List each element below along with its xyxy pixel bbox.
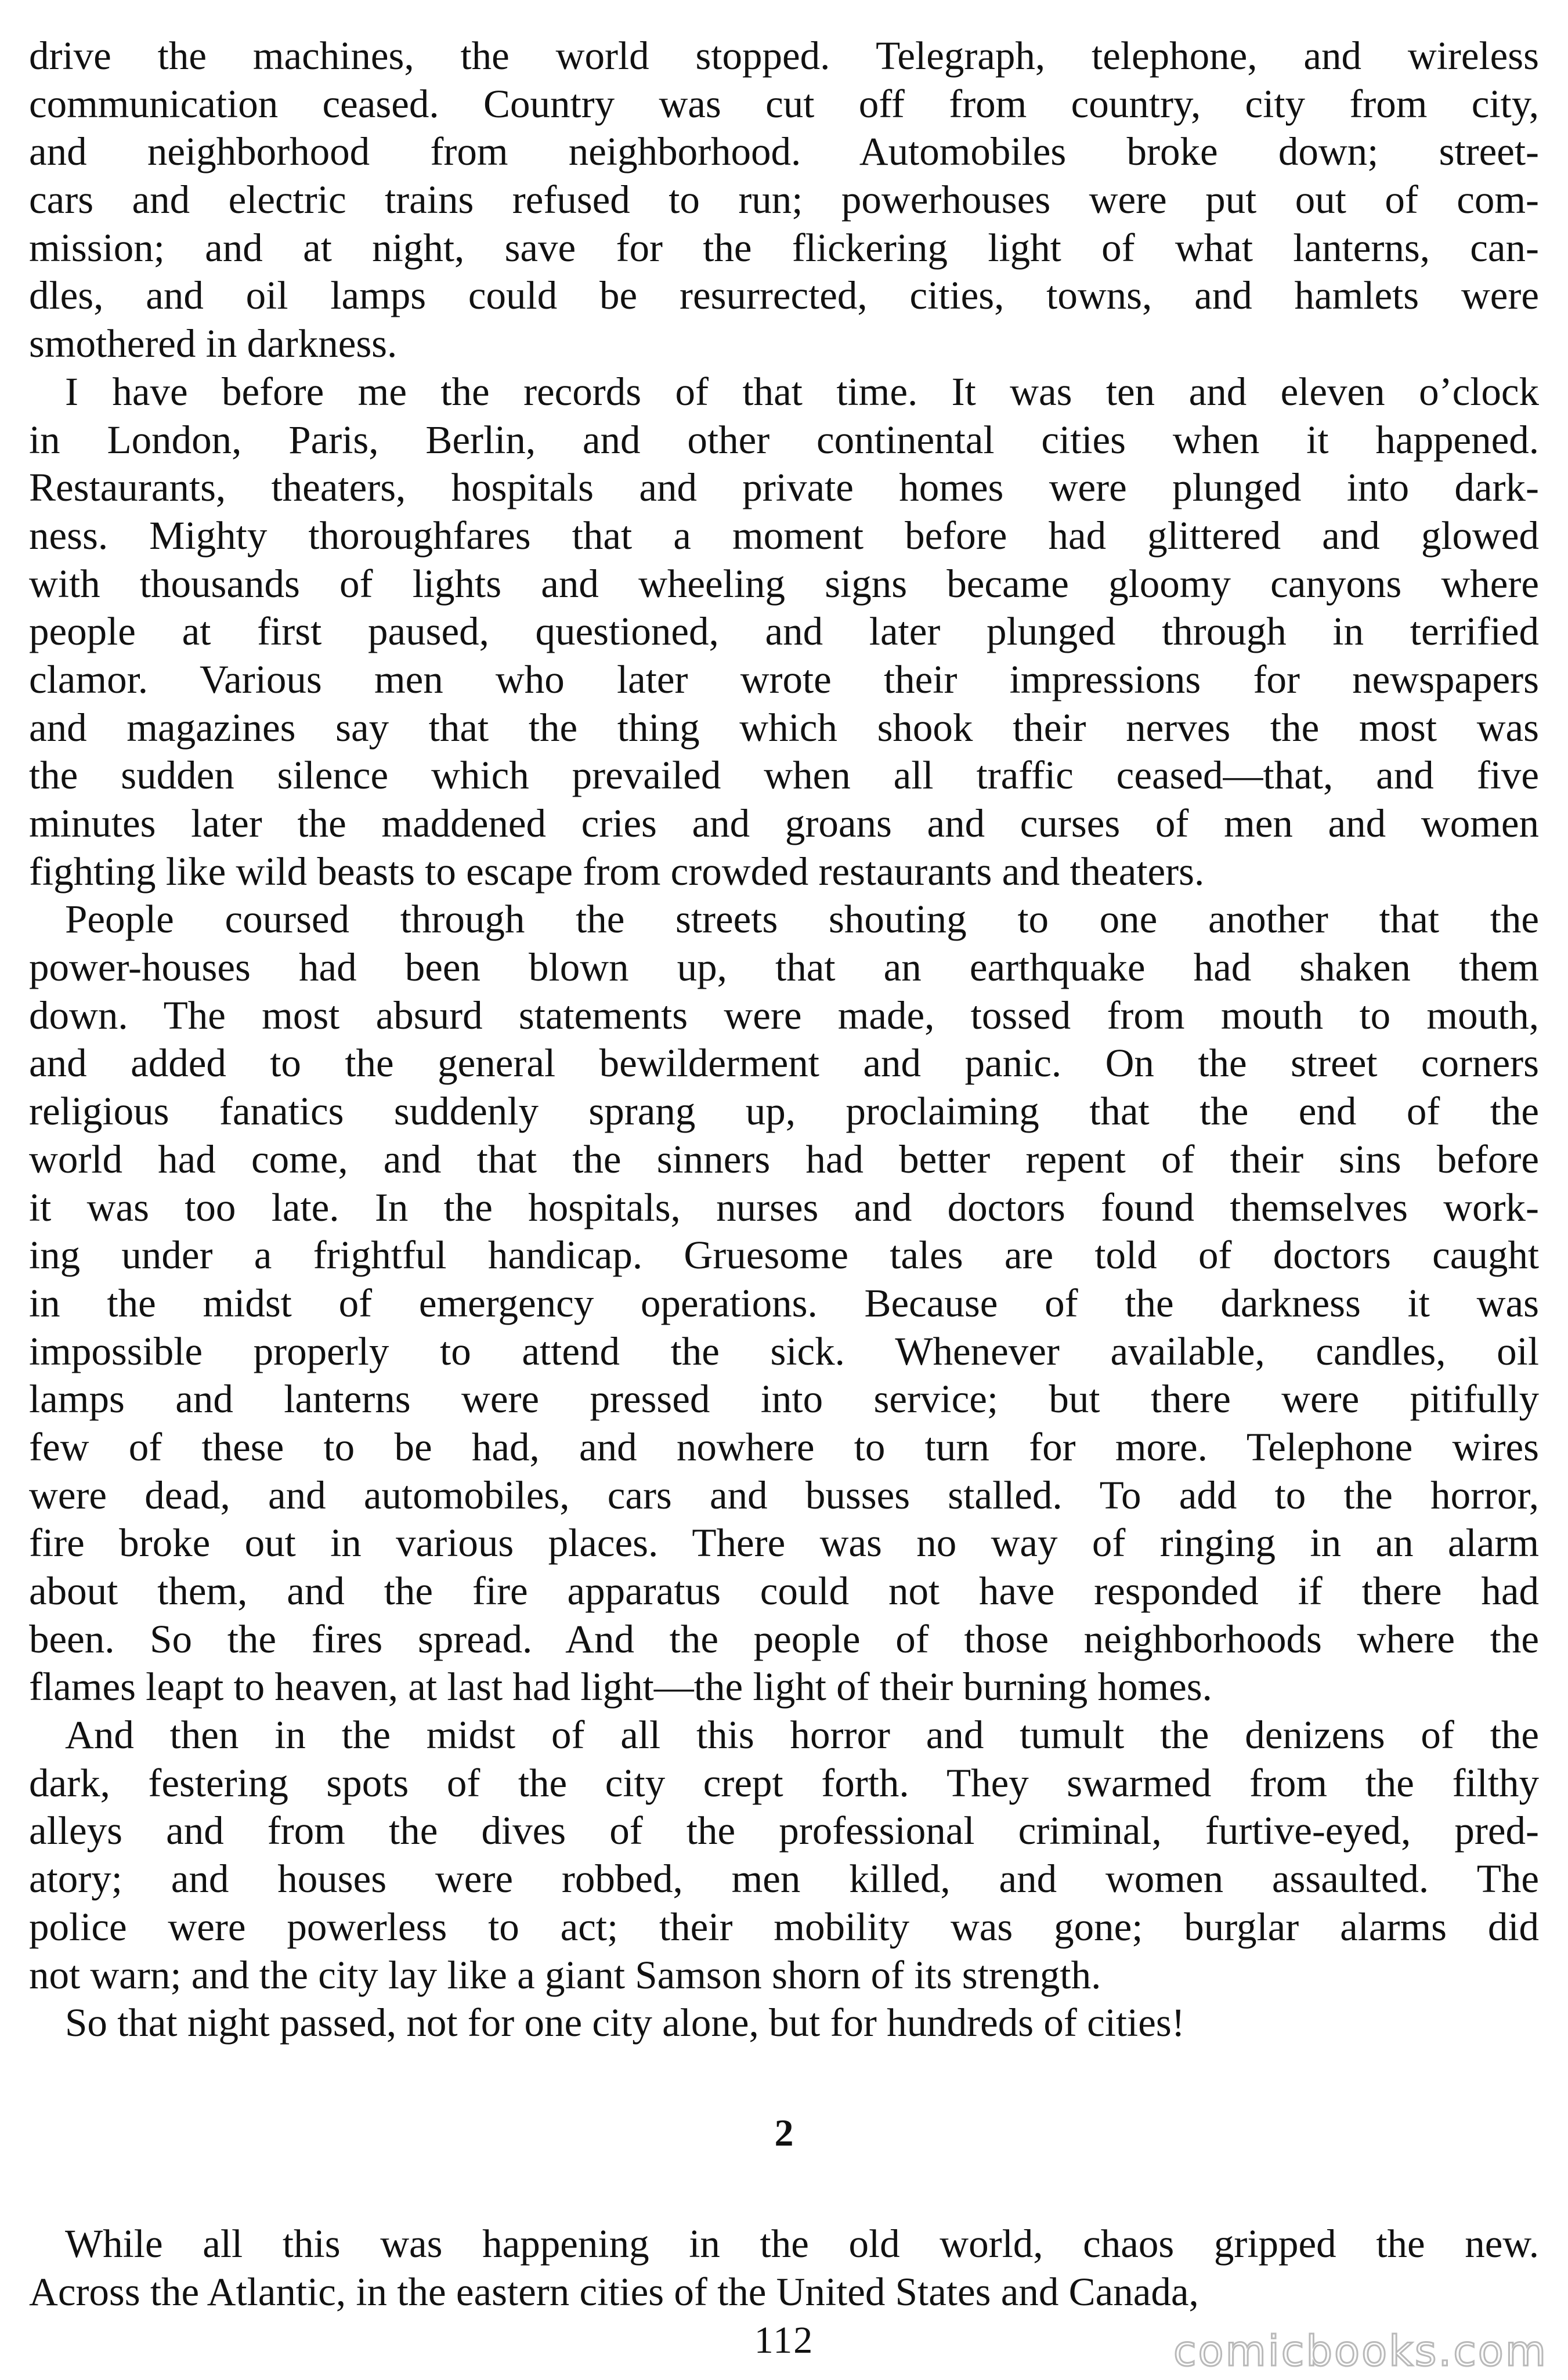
text-line: were dead, and automobiles, cars and busses stalled. To add to the horror, <box>29 1473 1539 1517</box>
watermark-logo: comicbooks.com <box>1173 2327 1548 2375</box>
text-line: and neighborhood from neighborhood. Automobiles broke down; street- <box>29 129 1539 174</box>
paragraph <box>29 1999 1539 2047</box>
paragraph <box>29 895 1539 1711</box>
text-line: the sudden silence which prevailed when all traffic ceased—that, and five <box>29 753 1539 798</box>
text-line: flames leapt to heaven, at last had light—the light of their burning homes. <box>29 1665 1212 1709</box>
text-line: mission; and at night, save for the flickering light of what lanterns, can- <box>29 225 1539 270</box>
paragraph <box>29 368 1539 896</box>
text-line: and magazines say that the thing which shook their nerves the most was <box>29 705 1539 750</box>
text-line: While all this was happening in the old world, chaos gripped the new. <box>65 2221 1539 2266</box>
text-line: power-houses had been blown up, that an earthquake had shaken them <box>29 945 1539 990</box>
page-number: 112 <box>754 2319 814 2361</box>
text-line: ness. Mighty thoroughfares that a moment before had glittered and glowed <box>29 513 1539 558</box>
text-line: it was too late. In the hospitals, nurses and doctors found themselves work- <box>29 1185 1539 1229</box>
text-line: atory; and houses were robbed, men killed, and women assaulted. The <box>29 1857 1539 1901</box>
text-line: world had come, and that the sinners had better repent of their sins before <box>29 1137 1539 1181</box>
text-line: dark, festering spots of the city crept forth. They swarmed from the filthy <box>29 1760 1539 1805</box>
text-line: not warn; and the city lay like a giant Samson shorn of its strength. <box>29 1952 1101 1997</box>
text-line: Restaurants, theaters, hospitals and private homes were plunged into dark- <box>29 465 1539 510</box>
text-line: People coursed through the streets shouting to one another that the <box>65 897 1539 942</box>
text-line: down. The most absurd statements were made, tossed from mouth to mouth, <box>29 993 1539 1037</box>
text-line: religious fanatics suddenly sprang up, proclaiming that the end of the <box>29 1089 1539 1134</box>
text-line: minutes later the maddened cries and groans and curses of men and women <box>29 801 1539 845</box>
text-line: fighting like wild beasts to escape from crowded restaurants and theaters. <box>29 849 1205 894</box>
text-line: been. So the fires spread. And the people of those neighborhoods where the <box>29 1616 1539 1661</box>
paragraph <box>29 32 1539 368</box>
text-line: communication ceased. Country was cut off from country, city from city, <box>29 81 1539 126</box>
text-line: in London, Paris, Berlin, and other continental cities when it happened. <box>29 417 1539 462</box>
text-line: drive the machines, the world stopped. Telegraph, telephone, and wireless <box>29 34 1539 78</box>
text-line: people at first paused, questioned, and later plunged through in terrified <box>29 609 1539 654</box>
body-text-after <box>29 2220 1539 2316</box>
text-line: fire broke out in various places. There was no way of ringing in an alarm <box>29 1521 1539 1565</box>
text-line: smothered in darkness. <box>29 321 398 366</box>
text-line: clamor. Various men who later wrote their impressions for newspapers <box>29 657 1539 701</box>
text-line: about them, and the fire apparatus could not have responded if there had <box>29 1569 1539 1613</box>
text-line: alleys and from the dives of the professional criminal, furtive-eyed, pred- <box>29 1808 1539 1853</box>
text-line: dles, and oil lamps could be resurrected, cities, towns, and hamlets were <box>29 273 1539 318</box>
section-number: 2 <box>774 2111 794 2154</box>
text-line: cars and electric trains refused to run; powerhouses were put out of com- <box>29 178 1539 222</box>
text-line: I have before me the records of that time. It was ten and eleven o’clock <box>65 369 1539 414</box>
paragraph <box>29 2220 1539 2316</box>
text-line: And then in the midst of all this horror and tumult the denizens of the <box>65 1713 1539 1757</box>
text-line: So that night passed, not for one city alone, but for hundreds of cities! <box>65 2001 1185 2045</box>
body-text <box>29 32 1539 2047</box>
text-line: and added to the general bewilderment and panic. On the street corners <box>29 1041 1539 1086</box>
text-line: with thousands of lights and wheeling signs became gloomy canyons where <box>29 561 1539 606</box>
text-line: Across the Atlantic, in the eastern cities of the United States and Canada, <box>29 2269 1199 2314</box>
text-line: impossible properly to attend the sick. Whenever available, candles, oil <box>29 1329 1539 1373</box>
text-line: ing under a frightful handicap. Gruesome tales are told of doctors caught <box>29 1233 1539 1278</box>
text-line: lamps and lanterns were pressed into service; but there were pitifully <box>29 1377 1539 1422</box>
text-line: in the midst of emergency operations. Because of the darkness it was <box>29 1281 1539 1325</box>
text-line: police were powerless to act; their mobility was gone; burglar alarms did <box>29 1904 1539 1949</box>
text-line: few of these to be had, and nowhere to turn for more. Telephone wires <box>29 1424 1539 1469</box>
paragraph <box>29 1711 1539 1999</box>
